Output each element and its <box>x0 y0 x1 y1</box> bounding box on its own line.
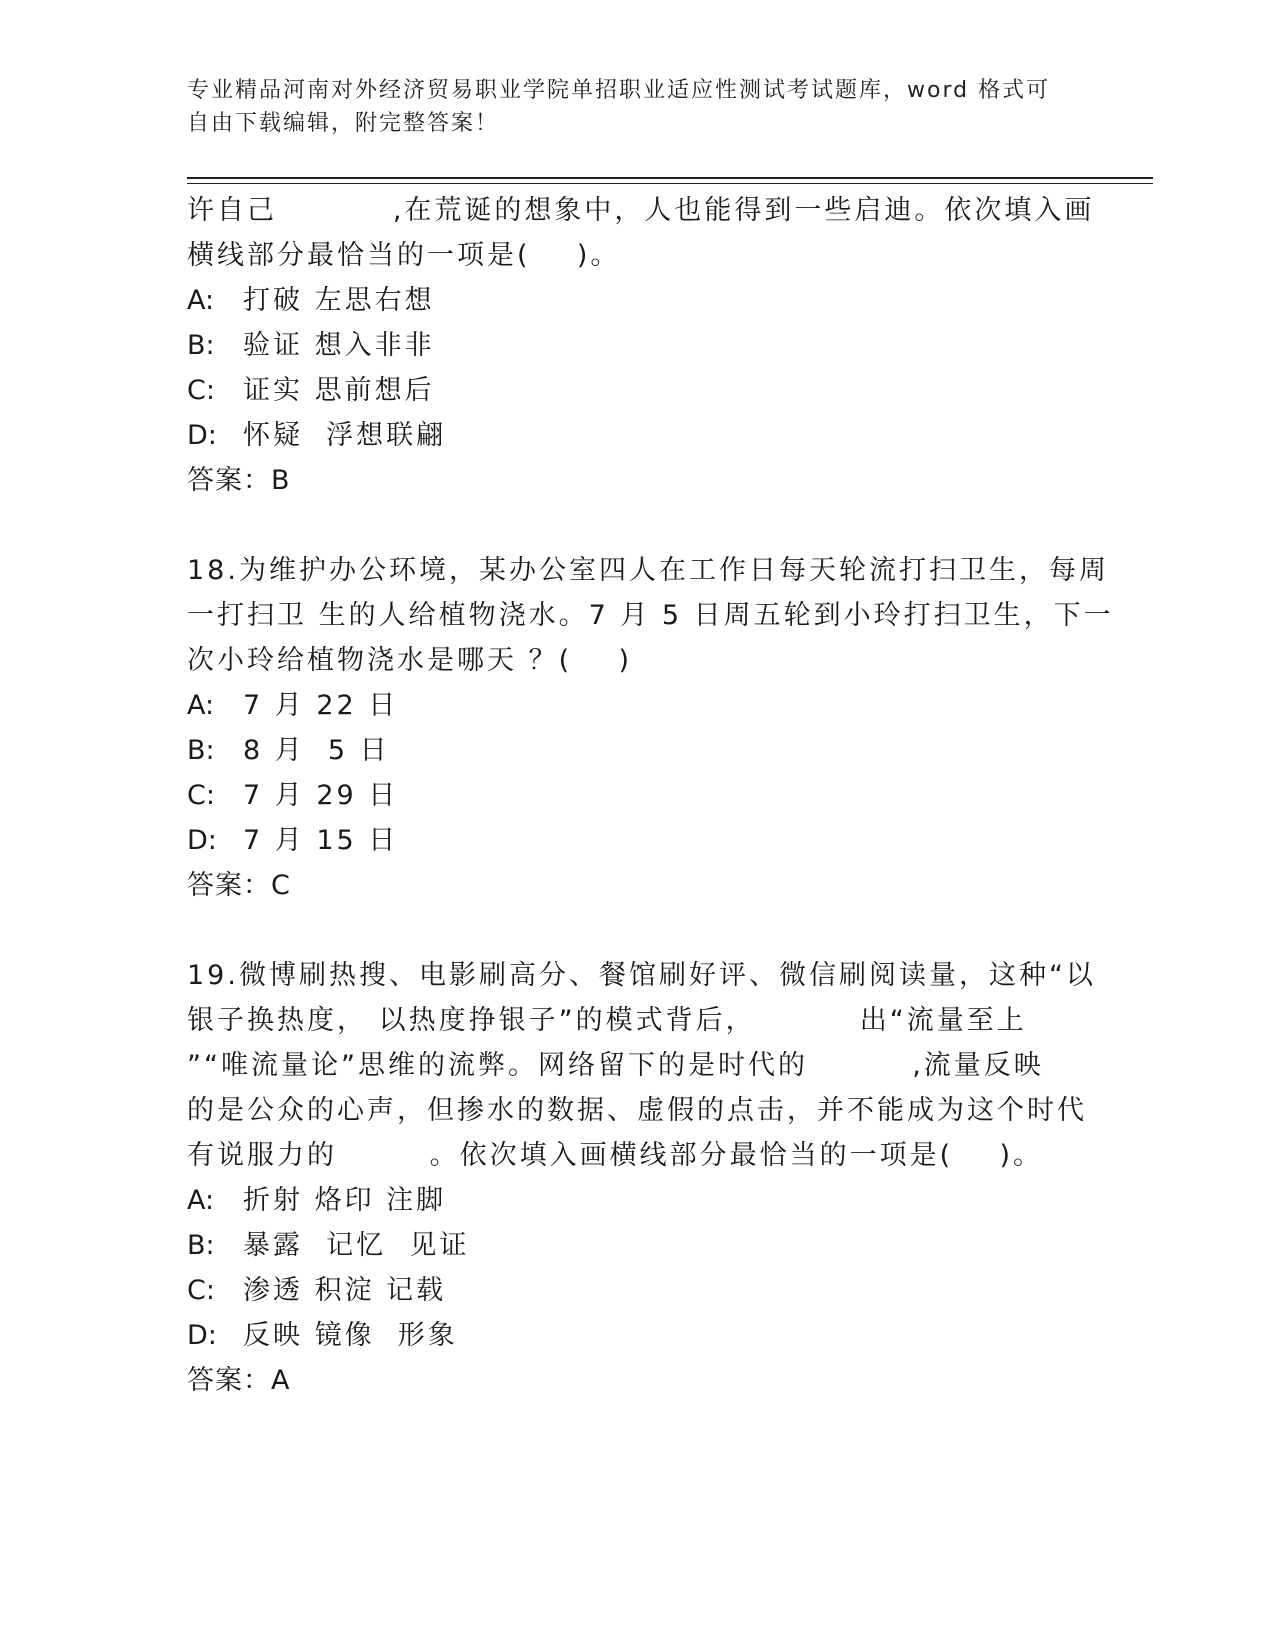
option-key: D: <box>187 1320 217 1351</box>
option-text: 验证 想入非非 <box>243 330 435 361</box>
option-text: 7 月 15 日 <box>243 825 399 856</box>
question-19-line-1: 19.微博刷热搜、电影刷高分、餐馆刷好评、微信刷阅读量，这种“以 <box>187 960 1096 991</box>
option-key: B: <box>187 1230 215 1261</box>
option-text: 暴露 记忆 见证 <box>243 1230 470 1261</box>
option-key: A: <box>187 285 215 316</box>
option-text: 反映 镜像 形象 <box>243 1320 458 1351</box>
option-key: C: <box>187 1275 215 1306</box>
question-17-line-2: 横线部分最恰当的一项是( )。 <box>187 240 621 271</box>
option-key: A: <box>187 1185 215 1216</box>
question-18-line-1: 18.为维护办公环境，某办公室四人在工作日每天轮流打扫卫生，每周 <box>187 555 1109 586</box>
page-header <box>187 74 1067 140</box>
header-rule-thick <box>187 177 1153 179</box>
question-19-line-4: 的是公众的心声，但掺水的数据、虚假的点击，并不能成为这个时代 <box>187 1095 1087 1126</box>
question-19-line-2: 银子换热度， 以热度挣银子”的模式背后， 出“流量至上 <box>187 1005 1027 1036</box>
question-19-option-a <box>187 1178 1087 1223</box>
question-17-line-1: 许自己 ,在荒诞的想象中，人也能得到一些启迪。依次填入画 <box>187 195 1095 226</box>
question-17-option-b <box>187 323 1087 368</box>
option-key: C: <box>187 780 215 811</box>
question-17 <box>187 188 1095 503</box>
option-text: 8 月 5 日 <box>243 735 390 766</box>
question-18-line-3: 次小玲给植物浇水是哪天 ？( ) <box>187 645 632 676</box>
question-19 <box>187 953 1096 1403</box>
question-18-line-2: 一打扫卫 生的人给植物浇水。7 月 5 日周五轮到小玲打扫卫生，下一 <box>187 600 1114 631</box>
option-text: 打破 左思右想 <box>243 285 435 316</box>
option-key: A: <box>187 690 215 721</box>
question-18-answer: 答案：C <box>187 870 291 901</box>
option-key: B: <box>187 735 215 766</box>
option-text: 7 月 22 日 <box>243 690 399 721</box>
question-19-line-3: ”“唯流量论”思维的流弊。网络留下的是时代的 ,流量反映 <box>187 1050 1044 1081</box>
option-key: B: <box>187 330 215 361</box>
option-text: 7 月 29 日 <box>243 780 399 811</box>
option-text: 怀疑 浮想联翩 <box>243 420 447 451</box>
question-19-option-d <box>187 1313 1087 1358</box>
question-18-option-c <box>187 773 1087 818</box>
option-key: D: <box>187 420 217 451</box>
question-19-option-c <box>187 1268 1087 1313</box>
question-19-line-5: 有说服力的 。依次填入画横线部分最恰当的一项是( )。 <box>187 1140 1044 1171</box>
spacer <box>187 503 1087 548</box>
header-line-1: 专业精品河南对外经济贸易职业学院单招职业适应性测试考试题库，word 格式可 <box>187 78 1051 103</box>
question-17-option-a <box>187 278 1087 323</box>
question-18-option-b <box>187 728 1087 773</box>
option-text: 折射 烙印 注脚 <box>243 1185 447 1216</box>
header-line-2: 自由下载编辑，附完整答案！ <box>187 111 500 136</box>
question-17-option-c <box>187 368 1087 413</box>
question-19-option-b <box>187 1223 1087 1268</box>
question-17-answer: 答案：B <box>187 465 291 496</box>
question-18-option-d <box>187 818 1087 863</box>
question-19-answer: 答案：A <box>187 1365 291 1396</box>
header-rule-thin <box>187 183 1153 184</box>
question-18-option-a <box>187 683 1087 728</box>
spacer <box>187 908 1087 953</box>
document-body <box>187 188 1114 1403</box>
option-key: D: <box>187 825 217 856</box>
option-text: 渗透 积淀 记载 <box>243 1275 447 1306</box>
option-key: C: <box>187 375 215 406</box>
question-17-option-d <box>187 413 1087 458</box>
option-text: 证实 思前想后 <box>243 375 435 406</box>
question-18 <box>187 548 1114 908</box>
